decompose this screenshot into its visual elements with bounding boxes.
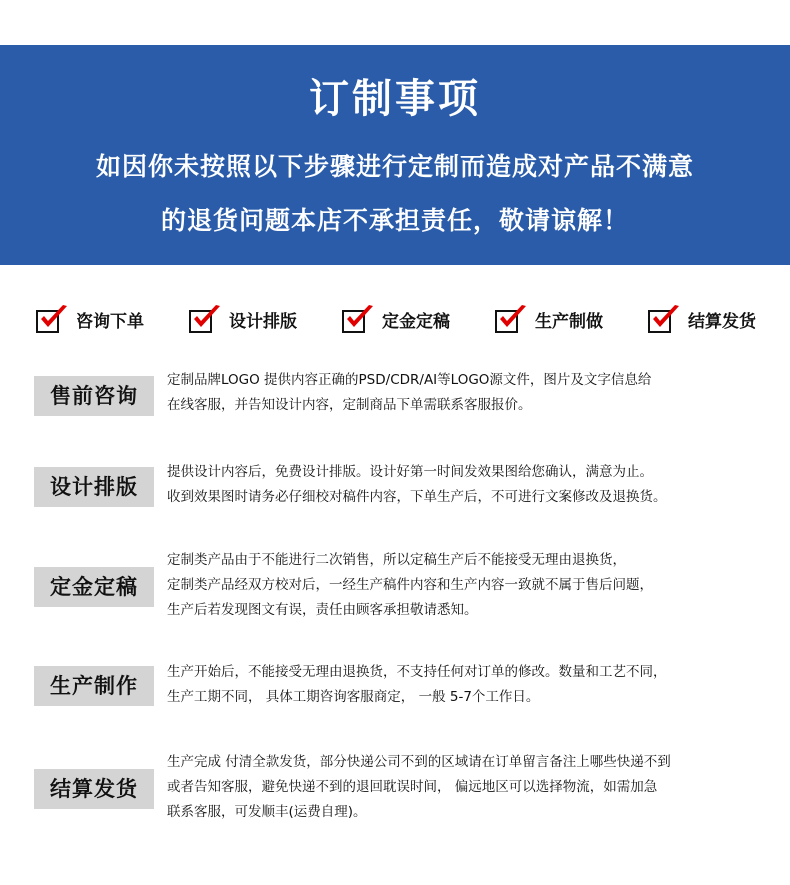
step-label: 生产制做 [535,311,603,332]
section-text [167,460,767,510]
section-text [167,660,767,710]
section-text [167,750,767,825]
text-line: 生产工期不同， 具体工期咨询客服商定， 一般 5-7个工作日。 [167,689,540,705]
text-line: 生产后若发现图文有误，责任由顾客承担敬请悉知。 [167,602,478,618]
step-label: 咨询下单 [76,311,144,332]
section-label: 生产制作 [34,666,154,706]
notice-line-2: 的退货问题本店不承担责任，敬请谅解！ [160,206,629,235]
red-check-icon [189,304,223,334]
step-4 [495,304,603,334]
header-banner [0,45,790,265]
text-line: 收到效果图时请务必仔细校对稿件内容，下单生产后，不可进行文案修改及退换货。 [167,489,667,505]
red-check-icon [342,304,376,334]
text-line: 生产完成 付清全款发货，部分快递公司不到的区域请在订单留言备注上哪些快递不到 [167,754,671,770]
step-label: 设计排版 [229,311,297,332]
red-check-icon [36,304,70,334]
section-label: 定金定稿 [34,567,154,607]
text-line: 联系客服，可发顺丰(运费自理)。 [167,804,367,820]
step-1 [36,304,144,334]
section-label: 售前咨询 [34,376,154,416]
section-label: 结算发货 [34,769,154,809]
notice-line-1: 如因你未按照以下步骤进行定制而造成对产品不满意 [95,152,694,181]
step-label: 结算发货 [688,311,756,332]
text-line: 提供设计内容后，免费设计排版。设计好第一时间发效果图给您确认，满意为止。 [167,464,653,480]
step-3 [342,304,450,334]
section-label: 设计排版 [34,467,154,507]
step-5 [648,304,756,334]
red-check-icon [495,304,529,334]
step-label: 定金定稿 [382,311,450,332]
process-steps [36,303,756,335]
red-check-icon [648,304,682,334]
section-text [167,368,767,418]
text-line: 生产开始后，不能接受无理由退换货，不支持任何对订单的修改。数量和工艺不同， [167,664,667,680]
step-2 [189,304,297,334]
text-line: 或者告知客服，避免快递不到的退回耽误时间， 偏远地区可以选择物流，如需加急 [167,779,658,795]
text-line: 定制品牌LOGO 提供内容正确的PSD/CDR/AI等LOGO源文件，图片及文字信息给 [167,372,652,388]
section-text [167,548,767,623]
text-line: 在线客服，并告知设计内容，定制商品下单需联系客服报价。 [167,397,532,413]
text-line: 定制类产品由于不能进行二次销售，所以定稿生产后不能接受无理由退换货， [167,552,626,568]
text-line: 定制类产品经双方校对后，一经生产稿件内容和生产内容一致就不属于售后问题， [167,577,653,593]
page-title: 订制事项 [309,76,481,122]
